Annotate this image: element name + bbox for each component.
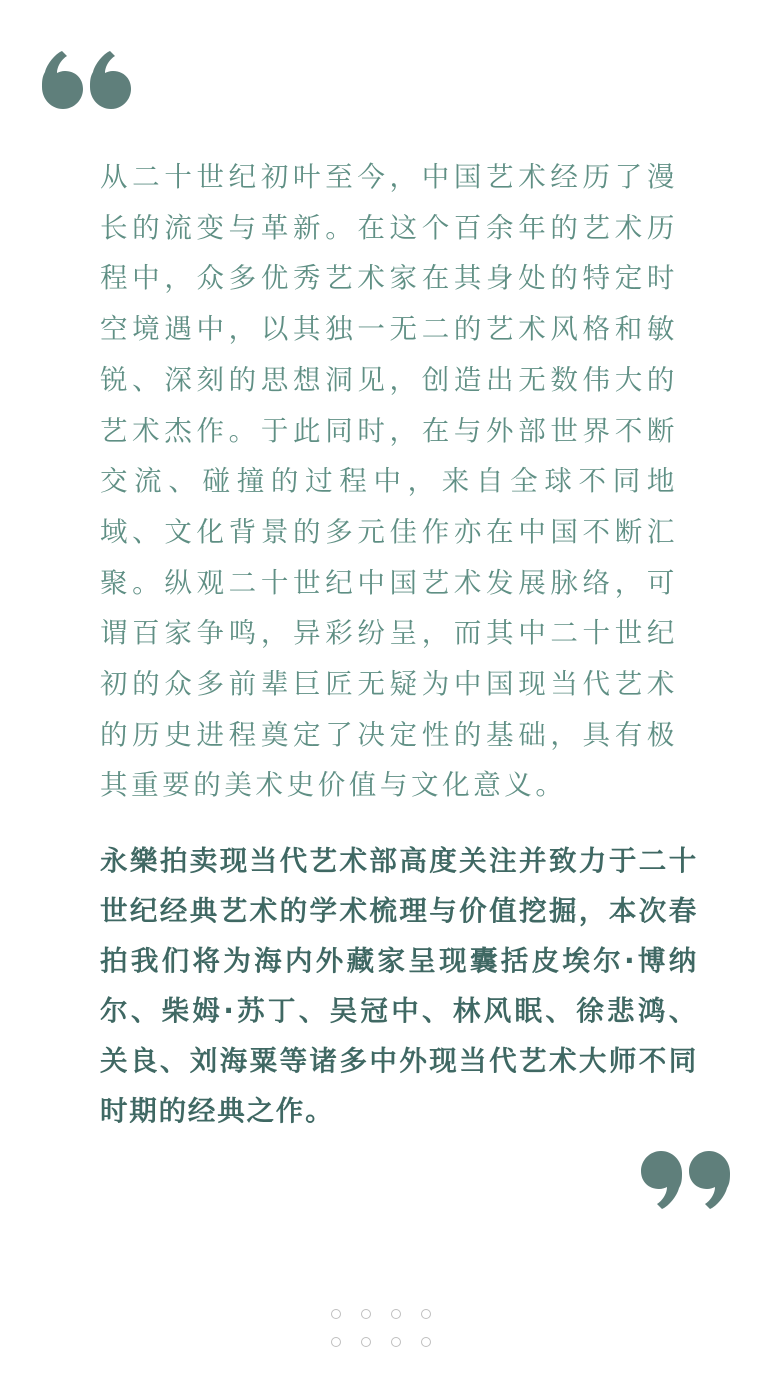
- page-dot[interactable]: [331, 1337, 341, 1347]
- open-quote-icon: [40, 50, 136, 112]
- page-dot[interactable]: [331, 1309, 341, 1319]
- highlight-paragraph: 永樂拍卖现当代艺术部高度关注并致力于二十世纪经典艺术的学术梳理与价值挖掘，本次春拍我们将为海内外藏家呈现囊括皮埃尔·博纳尔、柴姆·苏丁、吴冠中、林风眠、徐悲鸿、关良、刘海粟等诸多中外现当代艺术大师不同时期的经典之作。: [100, 845, 698, 1127]
- page-dot[interactable]: [421, 1309, 431, 1319]
- close-quote-icon: [636, 1148, 732, 1210]
- page-dot[interactable]: [391, 1337, 401, 1347]
- intro-paragraph: 从二十世纪初叶至今，中国艺术经历了漫长的流变与革新。在这个百余年的艺术历程中，众多优秀艺术家在其身处的特定时空境遇中，以其独一无二的艺术风格和敏锐、深刻的思想洞见，创造出无数伟大的艺术杰作。于此同时，在与外部世界不断交流、碰撞的过程中，来自全球不同地域、文化背景的多元佳作亦在中国不断汇聚。纵观二十世纪中国艺术发展脉络，可谓百家争鸣，异彩纷呈，而其中二十世纪初的众多前辈巨匠无疑为中国现当代艺术的历史进程奠定了决定性的基础，具有极其重要的美术史价值与文化意义。: [100, 161, 678, 802]
- page-dot[interactable]: [421, 1337, 431, 1347]
- page-dot[interactable]: [391, 1309, 401, 1319]
- page-dot[interactable]: [361, 1337, 371, 1347]
- page-indicator: [329, 1307, 433, 1349]
- page-dot[interactable]: [361, 1309, 371, 1319]
